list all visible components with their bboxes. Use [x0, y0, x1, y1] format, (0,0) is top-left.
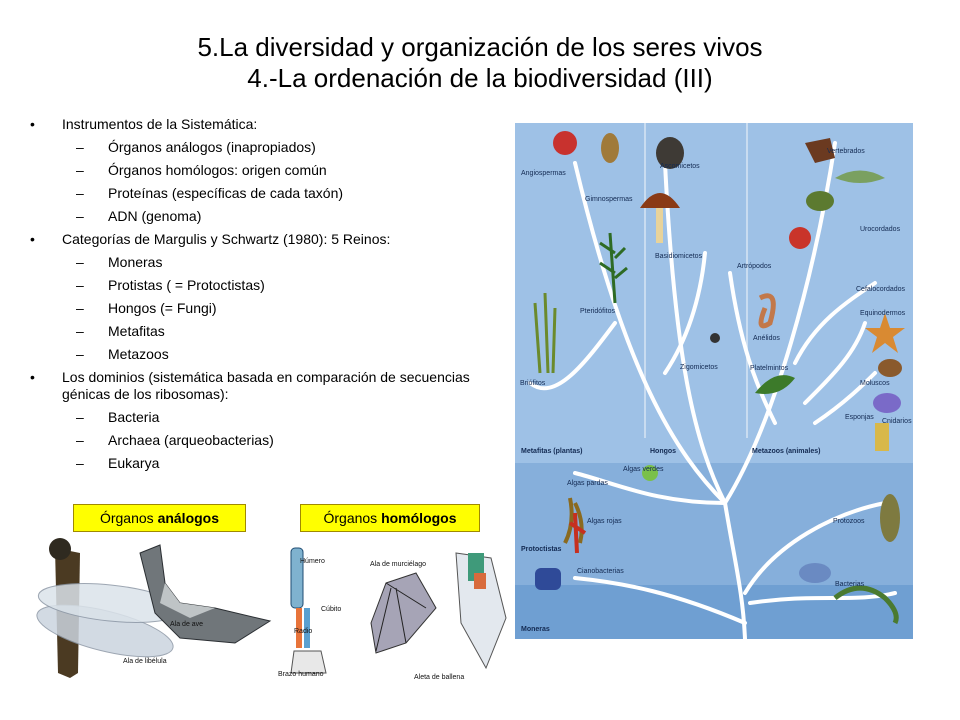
sub-bullet: – Eukarya [30, 455, 480, 472]
tl-vertebrados: Vertebrados [827, 148, 865, 155]
bullet-instrumentos: • Instrumentos de la Sistemática: [30, 116, 480, 133]
tl-esponjas: Esponjas [845, 414, 874, 421]
tl-basidiomicetos: Basidiomicetos [655, 253, 703, 260]
rose-icon [553, 131, 577, 155]
tl-protozoos: Protozoos [833, 518, 865, 525]
label-bold: homólogos [381, 510, 457, 526]
tl-urocordados: Urocordados [860, 226, 901, 233]
title-line-1: 5.La diversidad y organización de los seres vivos [197, 32, 763, 62]
analogous-organs-figure [30, 533, 275, 683]
brazo-humano-label: Brazo humano [278, 671, 324, 678]
sub-bullet: – Metafitas [30, 323, 480, 340]
sub-bullet: – Órganos análogos (inapropiados) [30, 139, 480, 156]
tl-bacterias: Bacterias [835, 581, 865, 588]
ala-de-ave-label: Ala de ave [170, 621, 204, 628]
tl-angiospermas: Angiospermas [521, 170, 566, 177]
label-prefix: Órganos [99, 510, 158, 526]
bat-wing-icon [371, 573, 436, 653]
whale-flipper-icon [456, 553, 506, 668]
tl-platelmintos: Platelmintos [750, 365, 789, 372]
homologous-organs-figure [276, 533, 511, 693]
spider-icon [789, 227, 811, 249]
sub-bullet: – Moneras [30, 254, 480, 271]
protozoan-icon [880, 494, 900, 542]
tl-moluscos: Moluscos [860, 380, 890, 387]
label-bold: análogos [157, 510, 220, 526]
sub-bullet: – ADN (genoma) [30, 208, 480, 225]
humero-label: Húmero [300, 558, 325, 565]
sub-bullet: – Proteínas (específicas de cada taxón) [30, 185, 480, 202]
frog-icon [806, 191, 834, 211]
tl-cianobacterias: Cianobacterias [577, 568, 624, 575]
tl-cnidarios: Cnidarios [882, 418, 912, 425]
tree-svg [515, 123, 913, 639]
tl-anelidos: Anélidos [753, 335, 780, 342]
mushroom-stem [656, 208, 663, 243]
tl-cefalocordados: Cefalocordados [856, 286, 906, 293]
slide-title [0, 32, 960, 94]
cyanobacteria-icon [535, 568, 561, 590]
sub-bullet: – Archaea (arqueobacterias) [30, 432, 480, 449]
pinecone-icon [601, 133, 619, 163]
bacteria-icon [799, 563, 831, 583]
bullet-categorias: • Categorías de Margulis y Schwartz (1980): 5 Reinos: [30, 231, 480, 248]
tl-briofitos: Briófitos [520, 380, 546, 387]
tl-metazoos: Metazoos (animales) [752, 448, 821, 455]
tl-algas-rojas: Algas rojas [587, 518, 622, 525]
bullet-list [30, 116, 480, 478]
tl-ascomicetos: Ascomicetos [660, 163, 700, 170]
sub-bullet: – Órganos homólogos: origen común [30, 162, 480, 179]
aleta-de-ballena-label: Aleta de ballena [414, 674, 465, 681]
bullet-dominios: • Los dominios (sistemática basada en comparación de secuencias génicas de los ribosomas): [30, 369, 480, 403]
sponge-icon [875, 423, 889, 451]
label-organos-homologos [300, 504, 480, 532]
jellyfish-icon [873, 393, 901, 413]
sub-bullet: – Hongos (= Fungi) [30, 300, 480, 317]
tl-moneras: Moneras [521, 626, 550, 633]
title-line-2: 4.-La ordenación de la biodiversidad (III) [247, 63, 713, 93]
tl-zigomicetos: Zigomicetos [680, 364, 718, 371]
label-prefix: Órganos [323, 510, 382, 526]
sub-bullet: – Bacteria [30, 409, 480, 426]
zygomycete-icon [710, 333, 720, 343]
tree-of-life-figure [515, 123, 913, 639]
tl-artropodos: Artrópodos [737, 263, 772, 270]
ala-de-murcielago-label: Ala de murciélago [370, 561, 427, 568]
label-organos-analogos [73, 504, 246, 532]
tl-algas-pardas: Algas pardas [567, 480, 608, 487]
tl-hongos: Hongos [650, 448, 677, 455]
tl-algas-verdes: Algas verdes [623, 466, 664, 473]
tl-equinodermos: Equinodermos [860, 310, 906, 317]
tl-metafitas: Metafitas (plantas) [521, 448, 583, 455]
tl-gimnospermas: Gimnospermas [585, 196, 633, 203]
radio-label: Radio [294, 628, 313, 635]
tl-pteridofitos: Pteridófitos [580, 308, 616, 315]
sub-bullet: – Metazoos [30, 346, 480, 363]
bird-wing-icon [140, 545, 270, 643]
ala-de-libelula-label: Ala de libélula [123, 658, 167, 665]
snail-icon [878, 359, 902, 377]
sub-bullet: – Protistas ( = Protoctistas) [30, 277, 480, 294]
tl-protoctistas: Protoctistas [521, 546, 562, 553]
cubito-label: Cúbito [321, 606, 342, 613]
